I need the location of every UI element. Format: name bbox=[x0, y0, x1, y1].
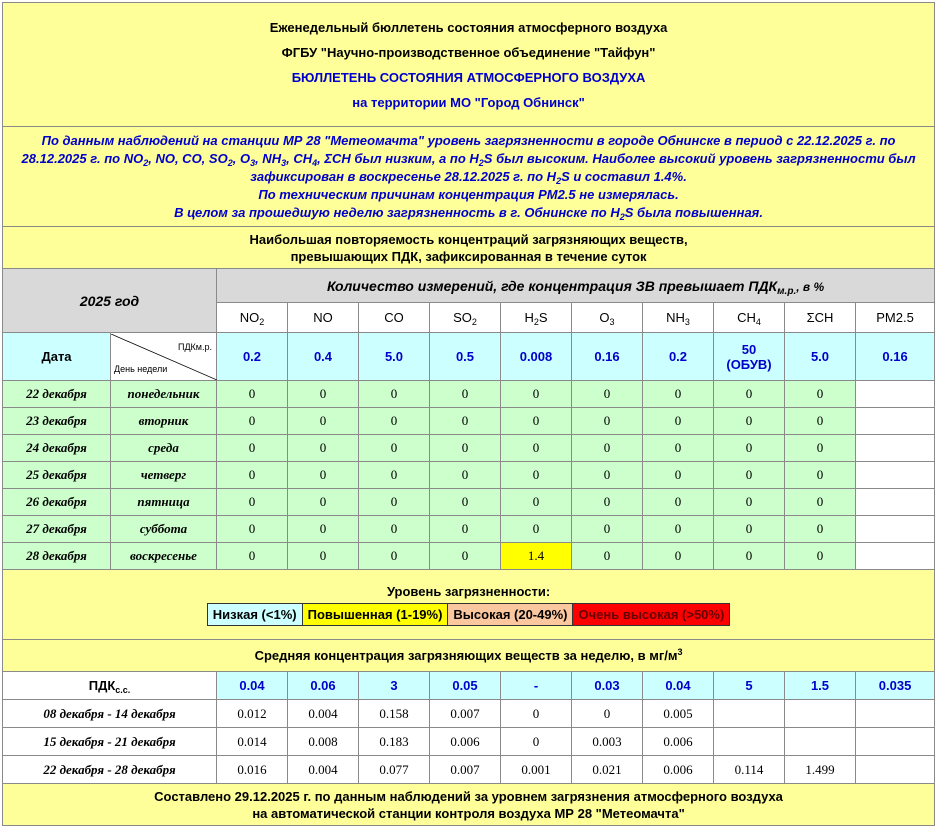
exceedance-cell: 0 bbox=[501, 489, 572, 516]
average-cell: 0.016 bbox=[217, 756, 288, 784]
average-cell: 0.014 bbox=[217, 728, 288, 756]
exceedance-cell: 0 bbox=[643, 435, 714, 462]
average-cell: 0.001 bbox=[501, 756, 572, 784]
pdk-mr-row bbox=[3, 333, 935, 381]
exceedance-cell: 0 bbox=[572, 462, 643, 489]
average-cell: 0.003 bbox=[572, 728, 643, 756]
exceedance-cell: 0 bbox=[572, 543, 643, 570]
exceedance-cell: 0 bbox=[430, 543, 501, 570]
summary-paragraph-3: В целом за прошедшую неделю загрязненность в г. Обнинске по $H_2S$ была повышенная. bbox=[174, 204, 763, 222]
exceedance-cell: 0 bbox=[288, 489, 359, 516]
average-row bbox=[3, 700, 935, 728]
average-cell: 0.158 bbox=[359, 700, 430, 728]
exceedance-cell bbox=[856, 435, 935, 462]
pollutant-no2: $NO_2$ bbox=[217, 303, 288, 333]
exceedance-cell: 0 bbox=[430, 489, 501, 516]
exceedance-cell: 0 bbox=[501, 381, 572, 408]
average-cell bbox=[714, 728, 785, 756]
exceedance-cell: 0 bbox=[217, 435, 288, 462]
average-cell: 0.021 bbox=[572, 756, 643, 784]
exceedance-cell: 0 bbox=[359, 381, 430, 408]
exceedance-cell: 0 bbox=[430, 435, 501, 462]
bulletin-table bbox=[2, 2, 935, 826]
exceedance-cell: 0 bbox=[359, 516, 430, 543]
exceedance-cell: 0 bbox=[288, 408, 359, 435]
exceedance-cell: 0 bbox=[288, 381, 359, 408]
average-cell: 0.008 bbox=[288, 728, 359, 756]
daily-row bbox=[3, 462, 935, 489]
exceedance-cell: 0 bbox=[714, 543, 785, 570]
exceedance-cell: 0 bbox=[714, 381, 785, 408]
repeat-section-title: Наибольшая повторяемость концентраций загрязняющих веществ, превышающих ПДК, зафиксированная в течение суток bbox=[3, 227, 935, 269]
average-cell: 0.114 bbox=[714, 756, 785, 784]
exceedance-cell: 0 bbox=[430, 408, 501, 435]
exceedance-cell: 0 bbox=[785, 489, 856, 516]
summary-text bbox=[3, 127, 935, 227]
pdk-ss-label: $ПДК_{с.с.}$ bbox=[3, 672, 217, 700]
average-cell bbox=[785, 728, 856, 756]
legend-section bbox=[3, 570, 935, 640]
exceedance-cell bbox=[856, 543, 935, 570]
daily-row bbox=[3, 408, 935, 435]
exceedance-cell: 0 bbox=[643, 462, 714, 489]
pollutant-nh3: $NH_3$ bbox=[643, 303, 714, 333]
header-line-3: БЮЛЛЕТЕНЬ СОСТОЯНИЯ АТМОСФЕРНОГО ВОЗДУХА bbox=[291, 69, 646, 85]
pdk-ss-value: 0.035 bbox=[856, 672, 935, 700]
exceedance-cell: 0 bbox=[643, 381, 714, 408]
average-cell: 0.005 bbox=[643, 700, 714, 728]
average-cell: 0.007 bbox=[430, 756, 501, 784]
average-cell: 0.006 bbox=[643, 728, 714, 756]
pdk-mr-value: 0.16 bbox=[572, 333, 643, 381]
exceedance-cell: 0 bbox=[785, 381, 856, 408]
exceedance-cell: 0 bbox=[643, 516, 714, 543]
header-line-1: Еженедельный бюллетень состояния атмосферного воздуха bbox=[269, 19, 668, 35]
row-period: 08 декабря - 14 декабря bbox=[3, 700, 217, 728]
exceedance-cell: 0 bbox=[359, 435, 430, 462]
exceedance-cell: 0 bbox=[217, 462, 288, 489]
row-weekday: вторник bbox=[111, 408, 217, 435]
row-period: 22 декабря - 28 декабря bbox=[3, 756, 217, 784]
exceedance-cell: 0 bbox=[501, 462, 572, 489]
header-line-2: ФГБУ "Научно-производственное объединение "Тайфун" bbox=[281, 44, 656, 60]
row-weekday: среда bbox=[111, 435, 217, 462]
average-cell: 0.012 bbox=[217, 700, 288, 728]
exceedance-cell bbox=[856, 381, 935, 408]
average-cell bbox=[714, 700, 785, 728]
pollutant-so2: $SO_2$ bbox=[430, 303, 501, 333]
legend-elevated: Повышенная (1-19%) bbox=[302, 603, 448, 625]
pdk-mr-value-ch4: 50 (ОБУВ) bbox=[714, 333, 785, 381]
pdk-ss-value: 0.05 bbox=[430, 672, 501, 700]
exceedance-cell: 0 bbox=[217, 543, 288, 570]
average-cell: 0.004 bbox=[288, 700, 359, 728]
row-date: 22 декабря bbox=[3, 381, 111, 408]
exceedance-cell bbox=[856, 462, 935, 489]
daily-row bbox=[3, 516, 935, 543]
exceedance-cell: 0 bbox=[714, 408, 785, 435]
bulletin bbox=[2, 2, 934, 828]
average-rows bbox=[3, 700, 935, 784]
pdk-mr-value: 0.008 bbox=[501, 333, 572, 381]
exceedance-cell: 0 bbox=[217, 381, 288, 408]
pdk-mr-value: 0.4 bbox=[288, 333, 359, 381]
pollutant-o3: $O_3$ bbox=[572, 303, 643, 333]
average-cell bbox=[856, 728, 935, 756]
diag-pdk-label: ПДКм.р. bbox=[177, 341, 212, 352]
pdk-ss-row bbox=[3, 672, 935, 700]
exceedance-cell: 0 bbox=[572, 435, 643, 462]
average-cell bbox=[856, 756, 935, 784]
pdk-ss-value: 0.04 bbox=[217, 672, 288, 700]
exceedance-cell: 0 bbox=[217, 516, 288, 543]
legend-high: Высокая (20-49%) bbox=[448, 603, 573, 625]
pdk-ss-value: 0.06 bbox=[288, 672, 359, 700]
date-label: Дата bbox=[3, 333, 111, 381]
exceedance-cell bbox=[856, 408, 935, 435]
pdk-ss-value: - bbox=[501, 672, 572, 700]
row-date: 27 декабря bbox=[3, 516, 111, 543]
exceedance-cell: 0 bbox=[430, 462, 501, 489]
exceedance-cell: 0 bbox=[714, 489, 785, 516]
exceedance-cell: 0 bbox=[359, 543, 430, 570]
average-cell: 0.006 bbox=[643, 756, 714, 784]
exceedance-cell: 0 bbox=[572, 408, 643, 435]
exceedance-cell: 0 bbox=[501, 408, 572, 435]
exceedance-cell: 0 bbox=[643, 408, 714, 435]
average-cell: 0 bbox=[501, 700, 572, 728]
footer bbox=[3, 784, 935, 826]
exceedance-cell: 0 bbox=[643, 543, 714, 570]
row-date: 26 декабря bbox=[3, 489, 111, 516]
pollutant-sum-ch: ΣCH bbox=[785, 303, 856, 333]
row-period: 15 декабря - 21 декабря bbox=[3, 728, 217, 756]
average-row bbox=[3, 756, 935, 784]
exceedance-cell: 0 bbox=[359, 489, 430, 516]
pollutant-pm25: PM2.5 bbox=[856, 303, 935, 333]
exceedance-cell: 0 bbox=[430, 381, 501, 408]
diag-day-label: День недели bbox=[114, 363, 168, 374]
row-weekday: четверг bbox=[111, 462, 217, 489]
exceedance-cell: 0 bbox=[288, 543, 359, 570]
legend-title: Уровень загрязненности: bbox=[386, 583, 551, 599]
daily-row bbox=[3, 489, 935, 516]
row-weekday: понедельник bbox=[111, 381, 217, 408]
row-weekday: пятница bbox=[111, 489, 217, 516]
exceedance-cell: 0 bbox=[572, 516, 643, 543]
row-date: 28 декабря bbox=[3, 543, 111, 570]
average-row bbox=[3, 728, 935, 756]
diagonal-header bbox=[111, 333, 217, 381]
average-cell: 0.006 bbox=[430, 728, 501, 756]
legend-very-high: Очень высокая (>50%) bbox=[573, 603, 730, 625]
footer-line-2: на автоматической станции контроля воздуха МР 28 "Метеомачта" bbox=[252, 805, 685, 821]
daily-row bbox=[3, 543, 935, 570]
average-cell bbox=[856, 700, 935, 728]
daily-row bbox=[3, 381, 935, 408]
pdk-ss-value: 3 bbox=[359, 672, 430, 700]
average-cell: 0 bbox=[572, 700, 643, 728]
pollutant-no: NO bbox=[288, 303, 359, 333]
average-cell: 0 bbox=[501, 728, 572, 756]
exceedance-cell: 0 bbox=[643, 489, 714, 516]
legend-low: Низкая (<1%) bbox=[207, 603, 302, 625]
exceedance-cell: 0 bbox=[572, 489, 643, 516]
average-cell: 1.499 bbox=[785, 756, 856, 784]
count-title: Количество измерений, где концентрация ЗВ превышает $ПДК_{м.р.}$, в % bbox=[217, 269, 935, 303]
bulletin-header bbox=[3, 3, 935, 127]
exceedance-cell: 1.4 bbox=[501, 543, 572, 570]
exceedance-cell: 0 bbox=[359, 408, 430, 435]
daily-rows bbox=[3, 381, 935, 570]
header-line-4: на территории МО "Город Обнинск" bbox=[352, 94, 585, 110]
pdk-mr-value: 0.2 bbox=[217, 333, 288, 381]
exceedance-cell: 0 bbox=[288, 516, 359, 543]
row-weekday: воскресенье bbox=[111, 543, 217, 570]
exceedance-cell: 0 bbox=[714, 435, 785, 462]
exceedance-cell: 0 bbox=[288, 435, 359, 462]
exceedance-cell: 0 bbox=[785, 462, 856, 489]
year-label: 2025 год bbox=[3, 269, 217, 333]
exceedance-cell: 0 bbox=[572, 381, 643, 408]
pdk-ss-value: 0.04 bbox=[643, 672, 714, 700]
average-cell: 0.077 bbox=[359, 756, 430, 784]
exceedance-cell: 0 bbox=[714, 516, 785, 543]
pdk-mr-value: 5.0 bbox=[359, 333, 430, 381]
exceedance-cell: 0 bbox=[430, 516, 501, 543]
average-cell: 0.007 bbox=[430, 700, 501, 728]
pollutant-co: CO bbox=[359, 303, 430, 333]
exceedance-cell: 0 bbox=[714, 462, 785, 489]
pdk-ss-value: 0.03 bbox=[572, 672, 643, 700]
footer-line-1: Составлено 29.12.2025 г. по данным наблюдений за уровнем загрязнения атмосферного воздуха bbox=[154, 788, 783, 804]
exceedance-cell: 0 bbox=[785, 543, 856, 570]
pdk-ss-value: 5 bbox=[714, 672, 785, 700]
exceedance-cell: 0 bbox=[501, 435, 572, 462]
row-date: 25 декабря bbox=[3, 462, 111, 489]
daily-row bbox=[3, 435, 935, 462]
average-cell bbox=[785, 700, 856, 728]
pdk-mr-value: 0.5 bbox=[430, 333, 501, 381]
exceedance-cell bbox=[856, 516, 935, 543]
exceedance-cell: 0 bbox=[217, 408, 288, 435]
pdk-mr-value: 0.2 bbox=[643, 333, 714, 381]
average-cell: 0.004 bbox=[288, 756, 359, 784]
summary-paragraph-1: По данным наблюдений на станции МР 28 "Метеомачта" уровень загрязненности в городе Обнинске в период с 22.12.2025 г. по 28.12.2025 г. по $NO_2$, NO, CO, $SO_2$, $O_3$, $NH_3$, $CH_4$, ΣCH был низким, а по $H_2S$ был высоким. Наиболее высокий уровень загрязненности был зафиксирован в воскресенье 28.12.2025 г. по $H_2S$ и составил 1.4%. bbox=[21, 132, 916, 186]
exceedance-cell bbox=[856, 489, 935, 516]
exceedance-cell: 0 bbox=[359, 462, 430, 489]
average-cell: 0.183 bbox=[359, 728, 430, 756]
pdk-mr-value: 0.16 bbox=[856, 333, 935, 381]
row-date: 23 декабря bbox=[3, 408, 111, 435]
pollutant-ch4: $CH_4$ bbox=[714, 303, 785, 333]
pdk-ss-value: 1.5 bbox=[785, 672, 856, 700]
exceedance-cell: 0 bbox=[217, 489, 288, 516]
summary-paragraph-2: По техническим причинам концентрация PM2.5 не измерялась. bbox=[258, 186, 679, 202]
exceedance-cell: 0 bbox=[785, 435, 856, 462]
exceedance-cell: 0 bbox=[785, 408, 856, 435]
legend bbox=[207, 603, 731, 626]
row-weekday: суббота bbox=[111, 516, 217, 543]
average-section-title: Средняя концентрация загрязняющих веществ за неделю, в $мг/м^3$ bbox=[3, 640, 935, 672]
pdk-mr-value: 5.0 bbox=[785, 333, 856, 381]
exceedance-cell: 0 bbox=[288, 462, 359, 489]
pollutant-h2s: $H_2S$ bbox=[501, 303, 572, 333]
exceedance-cell: 0 bbox=[501, 516, 572, 543]
row-date: 24 декабря bbox=[3, 435, 111, 462]
exceedance-cell: 0 bbox=[785, 516, 856, 543]
